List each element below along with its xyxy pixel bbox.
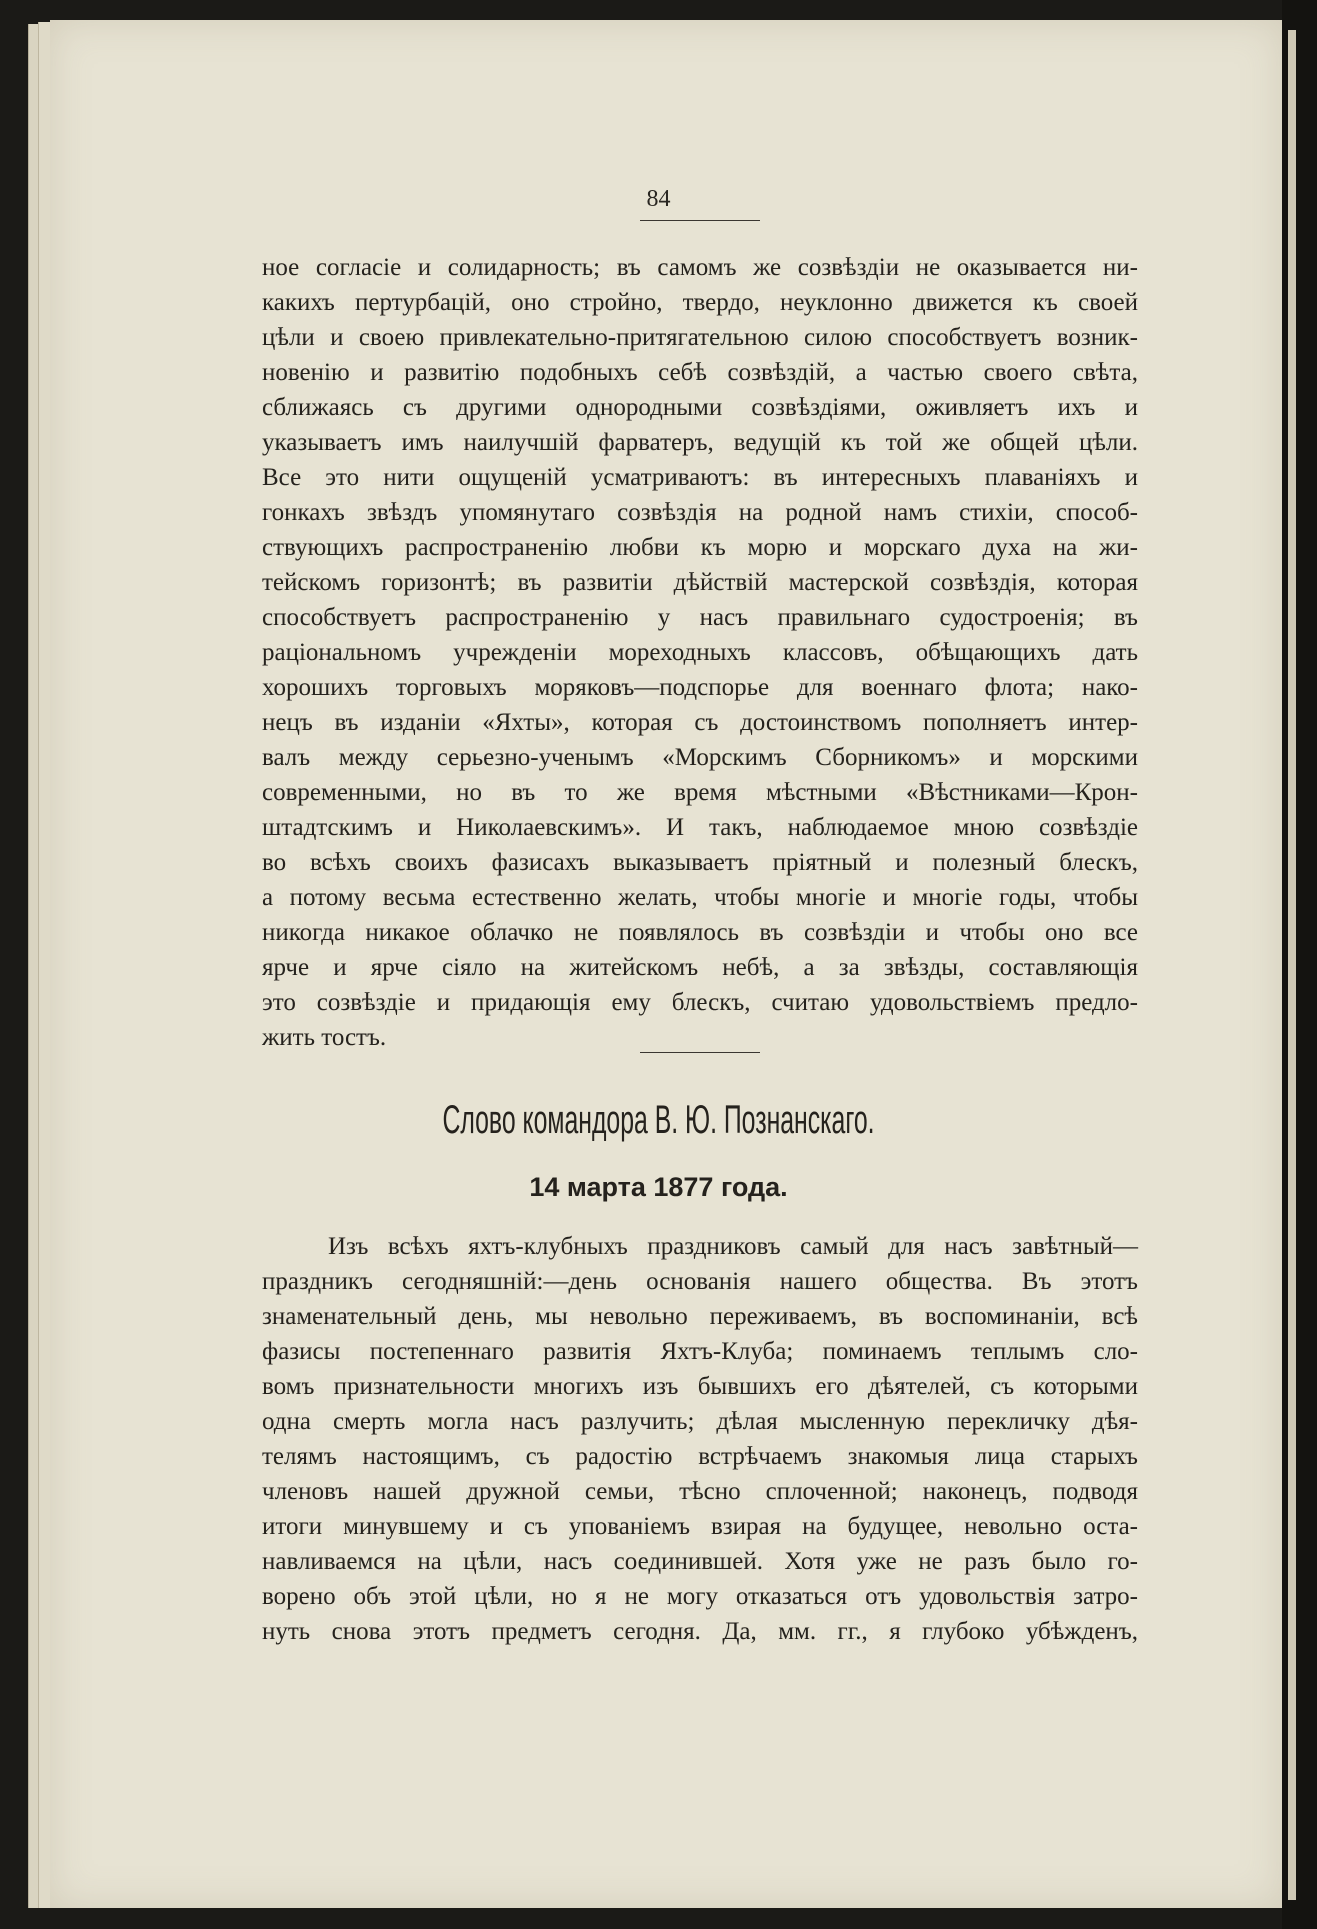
text-line: телямъ настоящимъ, съ радостію встрѣчаемъ знакомыя лица старыхъ (262, 1443, 1138, 1470)
text-line: раціональномъ учрежденіи мореходныхъ классовъ, обѣщающихъ дать (262, 639, 1138, 666)
text-line: во всѣхъ своихъ фазисахъ выказываетъ пріятный и полезный блескъ, (262, 849, 1138, 876)
text-line: новенію и развитію подобныхъ себѣ созвѣздій, а частью своего свѣта, (262, 359, 1138, 386)
text-line: тейскомъ горизонтѣ; въ развитіи дѣйствій мастерской созвѣздія, которая (262, 569, 1138, 596)
text-line: сближаясь съ другими однородными созвѣздіями, оживляетъ ихъ и (262, 394, 1138, 421)
page-number: 84 (646, 186, 671, 212)
text-line: нецъ въ изданіи «Яхты», которая съ достоинствомъ пополняетъ интер- (262, 709, 1138, 736)
text-line: хорошихъ торговыхъ моряковъ—подспорье для военнаго флота; нако- (262, 674, 1138, 701)
text-line: Все это нити ощущеній усматриваютъ: въ интересныхъ плаваніяхъ и (262, 464, 1138, 491)
text-line: цѣли и своею привлекательно-притягательною силою способствуетъ возник- (262, 324, 1138, 351)
text-line: членовъ нашей дружной семьи, тѣсно сплоченной; наконецъ, подводя (262, 1478, 1138, 1505)
text-line: нуть снова этотъ предметъ сегодня. Да, мм. гг., я глубоко убѣжденъ, (262, 1618, 1138, 1645)
text-line: ствующихъ распространенію любви къ морю и морскаго духа на жи- (262, 534, 1138, 561)
text-line: это созвѣздіе и придающія ему блескъ, считаю удовольствіемъ предло- (262, 989, 1138, 1016)
text-line: ярче и ярче сіяло на житейскомъ небѣ, а за звѣзды, составляющія (262, 954, 1138, 981)
text-line: ное согласіе и солидарность; въ самомъ же созвѣздіи не оказывается ни- (262, 254, 1138, 281)
section-divider (640, 1052, 760, 1053)
text-line: гонкахъ звѣздъ упомянутаго созвѣздія на родной намъ стихіи, способ- (262, 499, 1138, 526)
text-line: вомъ признательности многихъ изъ бывшихъ его дѣятелей, съ которыми (262, 1373, 1138, 1400)
text-line: жить тостъ. (262, 1024, 387, 1051)
text-line: одна смерть могла насъ разлучить; дѣлая мысленную перекличку дѣя- (262, 1408, 1138, 1435)
text-line: какихъ пертурбацій, оно стройно, твердо, неуклонно движется къ своей (262, 289, 1138, 316)
facing-page-edge (1288, 30, 1296, 1900)
text-line: а потому весьма естественно желать, чтобы многіе и многіе годы, чтобы (262, 884, 1138, 911)
paragraph-2 (262, 1229, 1138, 1649)
text-line: навливаемся на цѣли, насъ соединившей. Хотя уже не разъ было го- (262, 1548, 1138, 1575)
text-line: никогда никакое облачко не появлялось въ созвѣздіи и чтобы оно все (262, 919, 1138, 946)
section-date: 14 марта 1877 года. (529, 1172, 788, 1202)
text-line: итоги минувшему и съ упованіемъ взирая на будущее, невольно оста- (262, 1513, 1138, 1540)
text-line: Изъ всѣхъ яхтъ-клубныхъ праздниковъ самый для насъ завѣтный— (328, 1233, 1138, 1260)
text-line: знаменательный день, мы невольно переживаемъ, въ воспоминаніи, всѣ (262, 1303, 1138, 1330)
text-line: указываетъ имъ наилучшій фарватеръ, ведущій къ той же общей цѣли. (262, 429, 1138, 456)
text-line: фазисы постепеннаго развитія Яхтъ-Клуба; поминаемъ теплымъ сло- (262, 1338, 1138, 1365)
text-line: праздникъ сегодняшній:—день основанія нашего общества. Въ этотъ (262, 1268, 1138, 1295)
text-line: валъ между серьезно-ученымъ «Морскимъ Сборникомъ» и морскими (262, 744, 1138, 771)
text-line: ворено объ этой цѣли, но я не могу отказаться отъ удовольствія затро- (262, 1583, 1138, 1610)
page-number-rule (640, 220, 760, 221)
text-line: способствуетъ распространенію у насъ правильнаго судостроенія; въ (262, 604, 1138, 631)
text-line: современными, но въ то же время мѣстными «Вѣстниками—Крон- (262, 779, 1138, 806)
text-line: штадтскимъ и Николаевскимъ». И такъ, наблюдаемое мною созвѣздіе (262, 814, 1138, 841)
paragraph-1 (262, 250, 1138, 1055)
section-title: Слово командора В. Ю. Познанскаго. (442, 1098, 875, 1142)
